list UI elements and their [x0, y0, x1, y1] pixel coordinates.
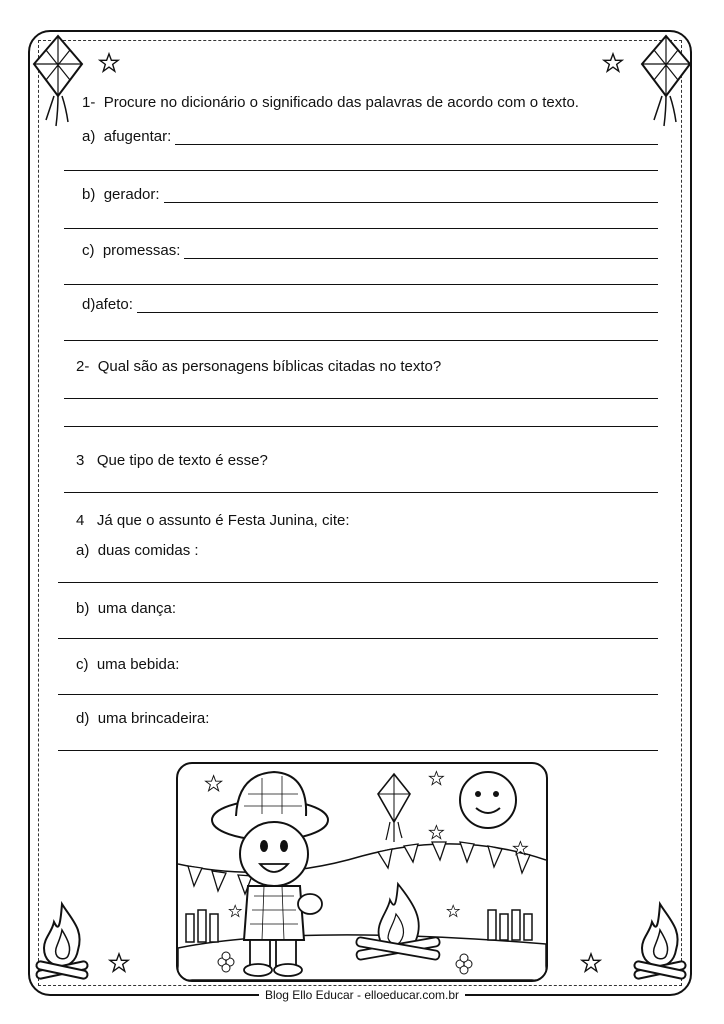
answer-line[interactable] — [64, 492, 658, 493]
answer-row-1c[interactable]: c) promessas: — [82, 242, 658, 259]
star-icon — [580, 952, 602, 974]
star-icon — [98, 52, 120, 74]
answer-line[interactable] — [164, 188, 658, 203]
festa-junina-boy-illustration — [176, 762, 548, 982]
star-icon — [602, 52, 624, 74]
answer-row-1b[interactable]: b) gerador: — [82, 186, 658, 203]
answer-line[interactable] — [184, 244, 658, 259]
answer-line[interactable] — [64, 398, 658, 399]
question-3: 3 Que tipo de texto é esse? — [76, 452, 268, 469]
answer-row-1d[interactable]: d)afeto: — [82, 296, 658, 313]
footer — [0, 986, 724, 1004]
question-4b: b) uma dança: — [76, 600, 177, 617]
question-4c: c) uma bebida: — [76, 656, 180, 673]
question-1: 1- Procure no dicionário o significado das palavras de acordo com o texto. — [82, 94, 579, 111]
bonfire-icon — [630, 900, 690, 986]
question-4: 4 Já que o assunto é Festa Junina, cite: — [76, 512, 350, 529]
question-2: 2- Qual são as personagens bíblicas citadas no texto? — [76, 358, 442, 375]
question-4d: d) uma brincadeira: — [76, 710, 210, 727]
answer-line[interactable] — [64, 426, 658, 427]
star-icon — [108, 952, 130, 974]
answer-line[interactable] — [175, 130, 658, 145]
answer-line[interactable] — [64, 170, 658, 171]
kite-icon — [640, 34, 692, 134]
kite-icon — [32, 34, 84, 134]
question-4a: a) duas comidas : — [76, 542, 199, 559]
answer-line[interactable] — [64, 228, 658, 229]
answer-line[interactable] — [58, 582, 658, 583]
answer-line[interactable] — [58, 638, 658, 639]
answer-row-1a[interactable]: a) afugentar: — [82, 128, 658, 145]
answer-line[interactable] — [58, 694, 658, 695]
answer-line[interactable] — [58, 750, 658, 751]
bonfire-icon — [32, 900, 92, 986]
answer-line[interactable] — [137, 298, 658, 313]
footer-credit[interactable]: Blog Ello Educar - elloeducar.com.br — [259, 988, 465, 1002]
answer-line[interactable] — [64, 340, 658, 341]
answer-line[interactable] — [64, 284, 658, 285]
